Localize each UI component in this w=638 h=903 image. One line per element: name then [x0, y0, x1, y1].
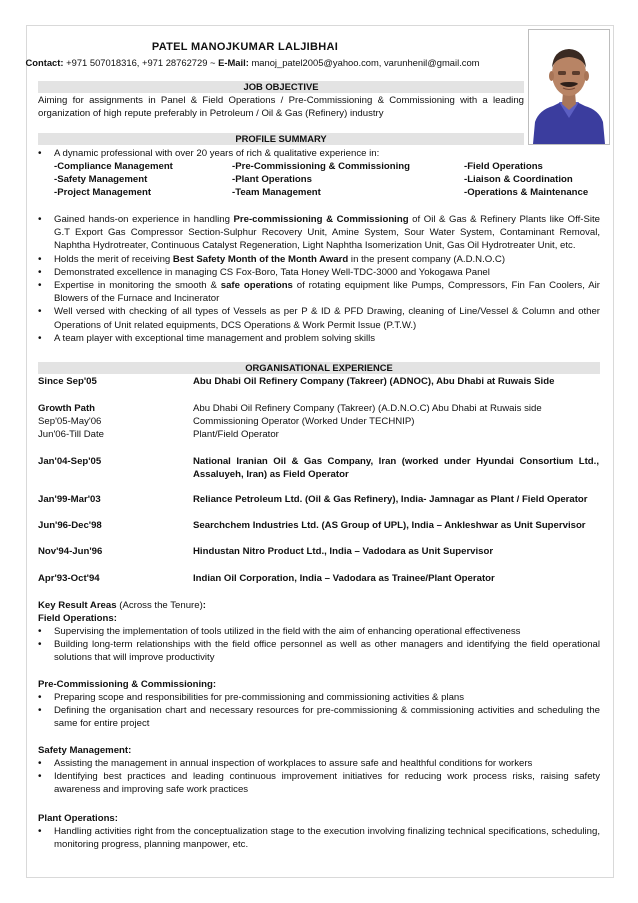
kra-item: • Assisting the management in annual inspection of workplaces to assure safe and healthful conditions for workers [38, 757, 600, 770]
kra-item: • Preparing scope and responsibilities for pre-commissioning and commissioning activities & plans [38, 691, 600, 704]
kra-section-heading: Plant Operations: [38, 813, 118, 824]
profile-bullet: • Demonstrated excellence in managing CS Fox-Boro, Tata Honey Well-TDC-3000 and Yokogawa Panel [38, 266, 600, 279]
profile-bullet: • Holds the merit of receiving Best Safety Month of the Month Award in the present company (A.D.N.O.C) [38, 253, 600, 266]
experience-date: Jun'96-Dec'98 [38, 520, 102, 531]
experience-employer: Reliance Petroleum Ltd. (Oil & Gas Refinery), India- Jamnagar as Plant / Field Operator [193, 494, 588, 505]
growth-date: Sep'05-May'06 [38, 416, 102, 427]
skills-row [54, 160, 614, 173]
profile-photo [528, 29, 610, 145]
kra-section-heading: Safety Management: [38, 745, 132, 756]
growth-role: Commissioning Operator (Worked Under TECHNIP) [193, 416, 415, 427]
profile-bullet: • Gained hands-on experience in handling Pre-commissioning & Commissioning of Oil & Gas & Refinery Plants like Off-Site G.T Export Gas Compressor Section-Sulphur Recovery Unit, Amine System, Sour Water System, Contaminant Removal, Naphtha Hydrotreater, Continuous Catalyst Regeneration, Light Naphtha Isomerization Unit, Gas Oil Hydrotreater Unit, etc. [38, 213, 600, 253]
skill-item: -Pre-Commissioning & Commissioning [232, 161, 411, 172]
kra-item: • Building long-term relationships with the field office personnel as well as other managers and identifying the field operational solutions that will improve productivity [38, 638, 600, 664]
experience-employer: Hindustan Nitro Product Ltd., India – Vadodara as Unit Supervisor [193, 546, 494, 557]
objective-text: Aiming for assignments in Panel & Field Operations / Pre-Commissioning & Commissioning with a leading organization of high repute preferably in Petroleum / Oil & Gas (Refinery) industry [38, 95, 524, 120]
kra-section-heading: Pre-Commissioning & Commissioning: [38, 679, 217, 690]
skill-item: -Field Operations [464, 161, 543, 172]
kra-title: Key Result Areas (Across the Tenure): [38, 600, 206, 611]
growth-path-label: Growth Path [38, 403, 96, 414]
kra-item: • Identifying best practices and leading continuous improvement initiatives for reducing work process risks, raising safety awareness and improving safe work practices [38, 770, 600, 796]
experience-employer: Searchchem Industries Ltd. (AS Group of UPL), India – Ankleshwar as Unit Supervisor [193, 520, 586, 531]
kra-item: • Supervising the implementation of tools utilized in the field with the aim of enhancing operational effectiveness [38, 625, 600, 638]
profile-heading: PROFILE SUMMARY [38, 133, 524, 145]
kra-item: • Handling activities right from the conceptualization stage to the execution involving finalizing technical specifications, scheduling, monitoring progress, planning manpower, etc. [38, 825, 600, 851]
skill-item: -Compliance Management [54, 161, 173, 172]
profile-bullet: • A team player with exceptional time management and problem solving skills [38, 332, 600, 345]
skills-row [54, 173, 614, 186]
objective-heading: JOB OBJECTIVE [38, 81, 524, 93]
skill-item: -Project Management [54, 187, 152, 198]
contact-label: Contact: [25, 57, 64, 68]
experience-date: Apr'93-Oct'94 [38, 573, 100, 584]
kra-list [38, 825, 600, 851]
growth-role: Plant/Field Operator [193, 429, 279, 440]
experience-date: Jan'04-Sep'05 [38, 456, 102, 467]
experience-date: Jan'99-Mar'03 [38, 494, 101, 505]
portrait-image [529, 30, 609, 144]
email-label: E-Mail: [218, 57, 249, 68]
profile-bullet: • Expertise in monitoring the smooth & safe operations of rotating equipment like Pumps, Compressors, Fin Fan Coolers, Air Blowers of the Furnace and Incinerator [38, 279, 600, 305]
skill-item: -Team Management [232, 187, 321, 198]
skill-item: -Operations & Maintenance [464, 187, 589, 198]
profile-bullet: • Well versed with checking of all types of Vessels as per P & ID & PFD Drawing, cleaning of Line/Vessel & Column and other Operations of Unit related equipments, DCS Operations & Work Permit Issue (P.T.W.) [38, 305, 600, 331]
skill-item: -Liaison & Coordination [464, 174, 573, 185]
kra-list [38, 625, 600, 665]
experience-employer: Indian Oil Corporation, India – Vadodara as Trainee/Plant Operator [193, 573, 495, 584]
kra-item: • Defining the organisation chart and necessary resources for pre-commissioning & commissioning activities and scheduling the same for entire project [38, 704, 600, 730]
skills-row [54, 186, 614, 199]
kra-list [38, 757, 600, 797]
contact-phones: +971 507018316, +971 28762729 ~ [66, 57, 216, 68]
growth-date: Jun'06-Till Date [38, 429, 104, 440]
contact-emails: manoj_patel2005@yahoo.com, varunhenil@gmail.com [251, 57, 480, 68]
contact-line [0, 56, 505, 69]
growth-path-org: Abu Dhabi Oil Refinery Company (Takreer) (A.D.N.O.C) Abu Dhabi at Ruwais side [193, 403, 542, 414]
experience-date: Nov'94-Jun'96 [38, 546, 103, 557]
profile-intro: • A dynamic professional with over 20 years of rich & qualitative experience in: [38, 147, 600, 160]
skill-item: -Safety Management [54, 174, 148, 185]
experience-heading: ORGANISATIONAL EXPERIENCE [38, 362, 600, 374]
kra-section-heading: Field Operations: [38, 613, 117, 624]
experience-employer: Abu Dhabi Oil Refinery Company (Takreer) (ADNOC), Abu Dhabi at Ruwais Side [193, 376, 555, 387]
kra-list [38, 691, 600, 731]
candidate-name: PATEL MANOJKUMAR LALJIBHAI [151, 41, 339, 53]
skill-item: -Plant Operations [232, 174, 312, 185]
experience-employer: National Iranian Oil & Gas Company, Iran (worked under Hyundai Consortium Ltd., Assaluyeh, Iran) as Field Operator [193, 456, 599, 481]
profile-bullets [38, 213, 600, 345]
skills-grid [54, 160, 614, 199]
profile-intro-list [38, 147, 600, 160]
experience-date: Since Sep'05 [38, 376, 97, 387]
